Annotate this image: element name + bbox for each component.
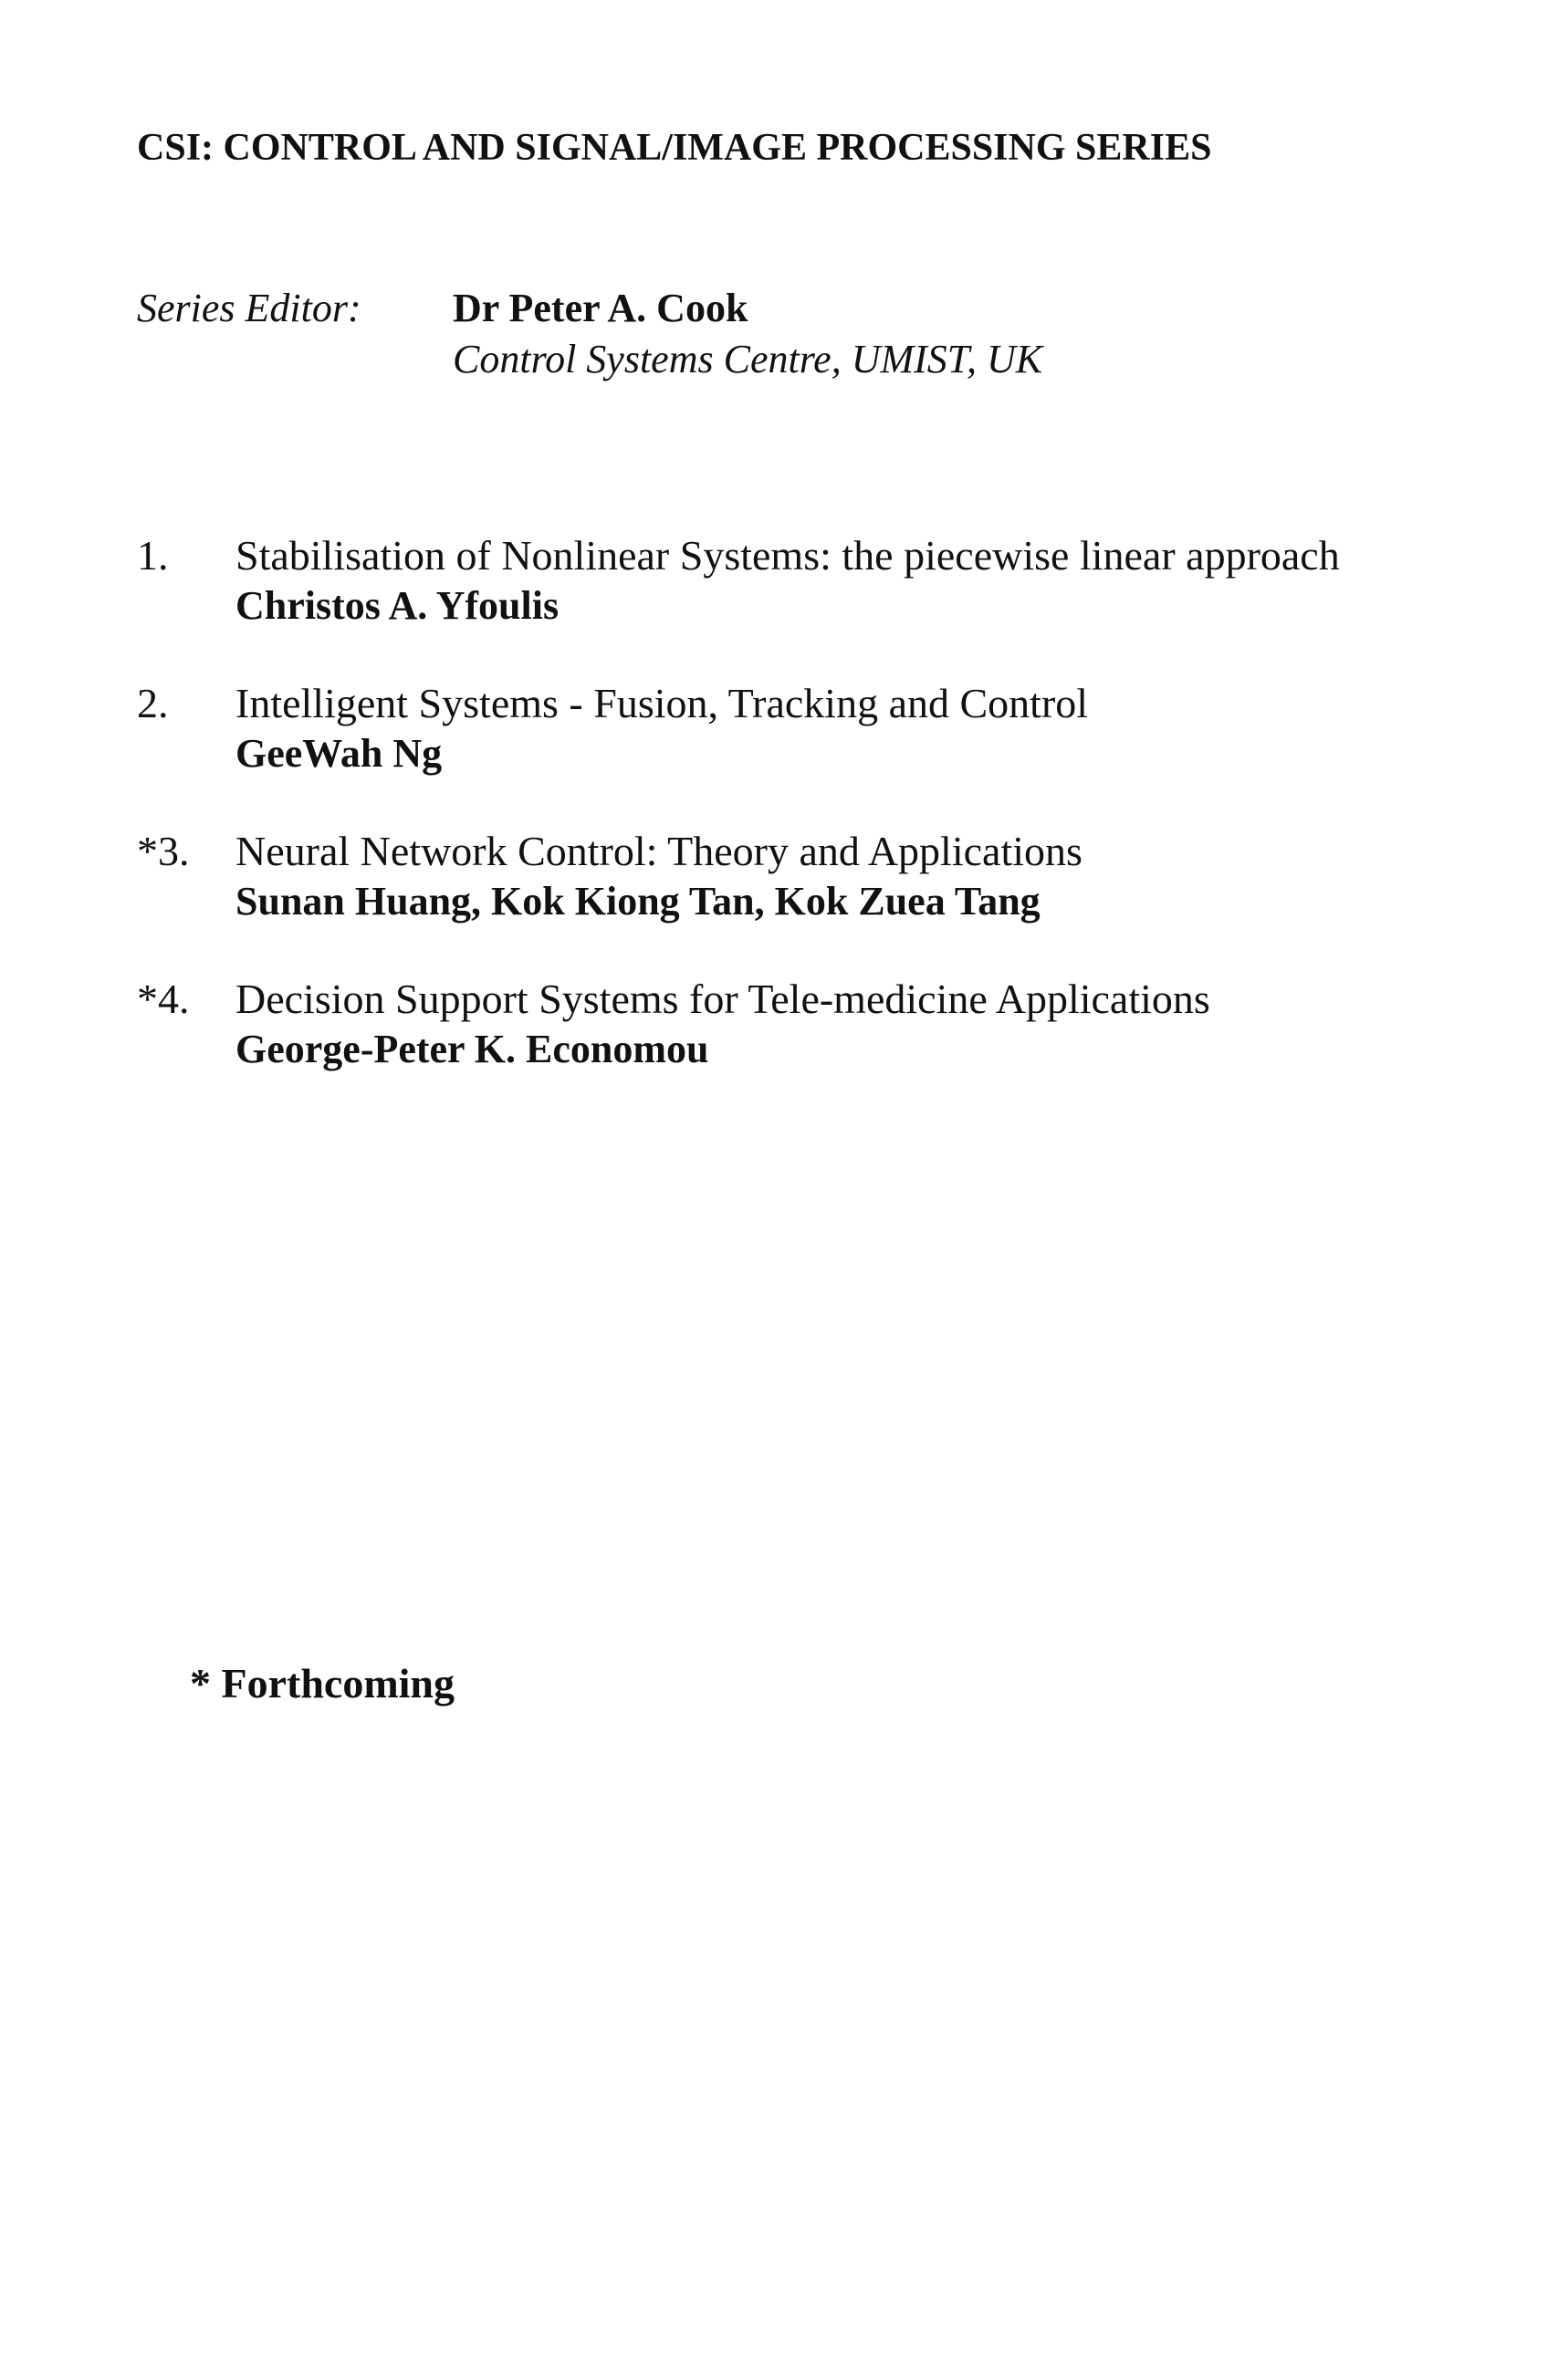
series-editor-label: Series Editor: xyxy=(137,286,361,330)
book-title: Decision Support Systems for Tele-medicine Applications xyxy=(235,976,1210,1022)
series-editor-affiliation: Control Systems Centre, UMIST, UK xyxy=(453,337,1043,381)
book-number: 2. xyxy=(137,680,169,726)
book-authors: GeeWah Ng xyxy=(235,731,443,776)
book-entry xyxy=(0,975,1548,1084)
book-title: Stabilisation of Nonlinear Systems: the piecewise linear approach xyxy=(235,532,1340,579)
book-authors: Christos A. Yfoulis xyxy=(235,583,560,628)
book-number: *3. xyxy=(137,828,190,874)
book-title: Intelligent Systems - Fusion, Tracking and Control xyxy=(235,680,1089,726)
book-entry xyxy=(0,531,1548,641)
book-number: 1. xyxy=(137,532,169,579)
series-title: CSI: CONTROL AND SIGNAL/IMAGE PROCESSING SERIES xyxy=(137,127,1212,169)
book-title: Neural Network Control: Theory and Applications xyxy=(235,828,1083,874)
book-number: *4. xyxy=(137,976,190,1022)
book-entry xyxy=(0,679,1548,788)
series-editor-name: Dr Peter A. Cook xyxy=(453,286,748,330)
book-authors: Sunan Huang, Kok Kiong Tan, Kok Zuea Tang xyxy=(235,879,1041,924)
forthcoming-footnote: * Forthcoming xyxy=(190,1660,455,1707)
book-authors: George-Peter K. Economou xyxy=(235,1027,709,1071)
book-entry xyxy=(0,827,1548,936)
